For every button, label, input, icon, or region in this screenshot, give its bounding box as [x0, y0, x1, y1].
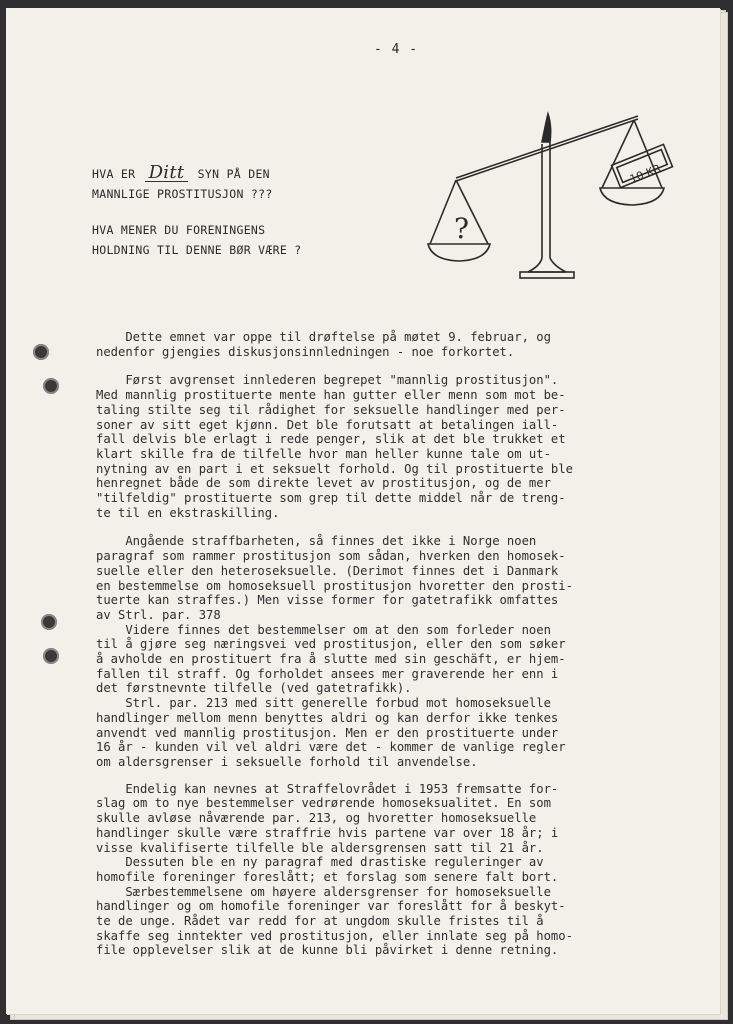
question-one	[92, 164, 273, 204]
paragraph-criminal-law: Angående straffbarheten, så finnes det ikke i Norge noen paragraf som rammer prostitusjon som sådan, hverken den homosek- suelle eller den heteroseksuelle. (Derimot finnes det i Danmark en bestemmelse om homoseksuell prostitusjon hvoretter den prosti- tuerte kan straffes.) Men visse former for gatetrafikk omfattes av Strl. par. 378 Videre finnes det bestemmelser om at den som forleder noen til å gjøre seg næringsvei ved prostitusjon, eller den som søker å avholde en prostituert fra å slutte med sin geschäft, er hjem- fallen til straff. Og forholdet ansees mer graverende her enn i det førstnevnte tilfelle (ved gatetrafikk). Strl. par. 213 med sitt generelle forbud mot homoseksuelle handlinger mellom menn benyttes aldri og kan derfor ikke tenkes anvendt ved mannlig prostitusjon. Men er den prostituerte under 16 år - kunden vil vel aldri være det - kommer de vanlige regler om aldersgrenser i seksuelle forhold til anvendelse.	[96, 534, 573, 769]
handwritten-word: Ditt	[145, 165, 189, 182]
paragraph-proposals: Endelig kan nevnes at Straffelovrådet i 1953 fremsatte for- slag om to nye bestemmelser vedrørende homoseksualitet. En som skulle avløse nåværende par. 213, og hvoretter homoseksuelle handlinger skulle være straffrie hvis partene var over 18 år; i visse kvalifiserte tilfelle ble aldersgrensen satt til 21 år. Dessuten ble en ny paragraf med drastiske reguleringer av homofile foreninger foreslått; et forslag som senere falt bort. Særbestemmelsene om høyere aldersgrenser for homoseksuelle handlinger og om homofile foreninger var foreslått for å beskyt- te de unge. Rådet var redd for at ungdom skulle fristes til å skaffe seg inntekter ved prostitusjon, eller innlate seg på homo- file opplevelser slik at de kunne bli påvirket i denne retning.	[96, 781, 573, 958]
punch-hole	[33, 344, 49, 360]
question-two-line2: HOLDNING TIL DENNE BØR VÆRE ?	[92, 243, 302, 257]
right-pan	[600, 188, 664, 205]
punch-hole	[41, 614, 57, 630]
punch-hole	[43, 378, 59, 394]
question-one-end: SYN PÅ DEN	[197, 167, 270, 181]
page-number: - 4 -	[374, 42, 419, 57]
question-two	[92, 220, 301, 260]
article-body	[96, 330, 656, 958]
money-label: 10 KR	[627, 161, 663, 186]
punch-hole	[43, 648, 59, 664]
balance-scale-illustration	[416, 108, 676, 288]
paragraph-intro: Dette emnet var oppe til drøftelse på møtet 9. februar, og nedenfor gjengies diskusjonsinnledningen - noe forkortet.	[96, 330, 551, 359]
scale-finial	[542, 114, 551, 142]
document-page	[6, 8, 720, 1014]
scale-pillar	[542, 142, 550, 258]
question-two-line1: HVA MENER DU FORENINGENS	[92, 223, 266, 237]
question-mark-glyph: ?	[454, 212, 470, 245]
question-one-start: HVA ER	[92, 167, 136, 181]
paragraph-definition: Først avgrenset innlederen begrepet "mannlig prostitusjon". Med mannlig prostituerte mente han gutter eller menn som mot be- taling stilte seg til rådighet for seksuelle handlinger med per- soner av sitt eget kjønn. Det ble forutsatt at betalingen iall- fall delvis ble erlagt i rede penger, slik at det ble trukket et klart skille fra de tilfelle hvor man heller kunne tale om ut- nytning av en part i et seksuelt forhold. Og til prostituerte ble henregnet både de som direkte levet av prostitusjon, og de mer "tilfeldig" prostituerte som grep til dette middel når de treng- te til en ekstraskilling.	[96, 373, 573, 520]
left-pan	[428, 244, 490, 261]
question-one-line2: MANNLIGE PROSTITUSJON ???	[92, 187, 273, 201]
